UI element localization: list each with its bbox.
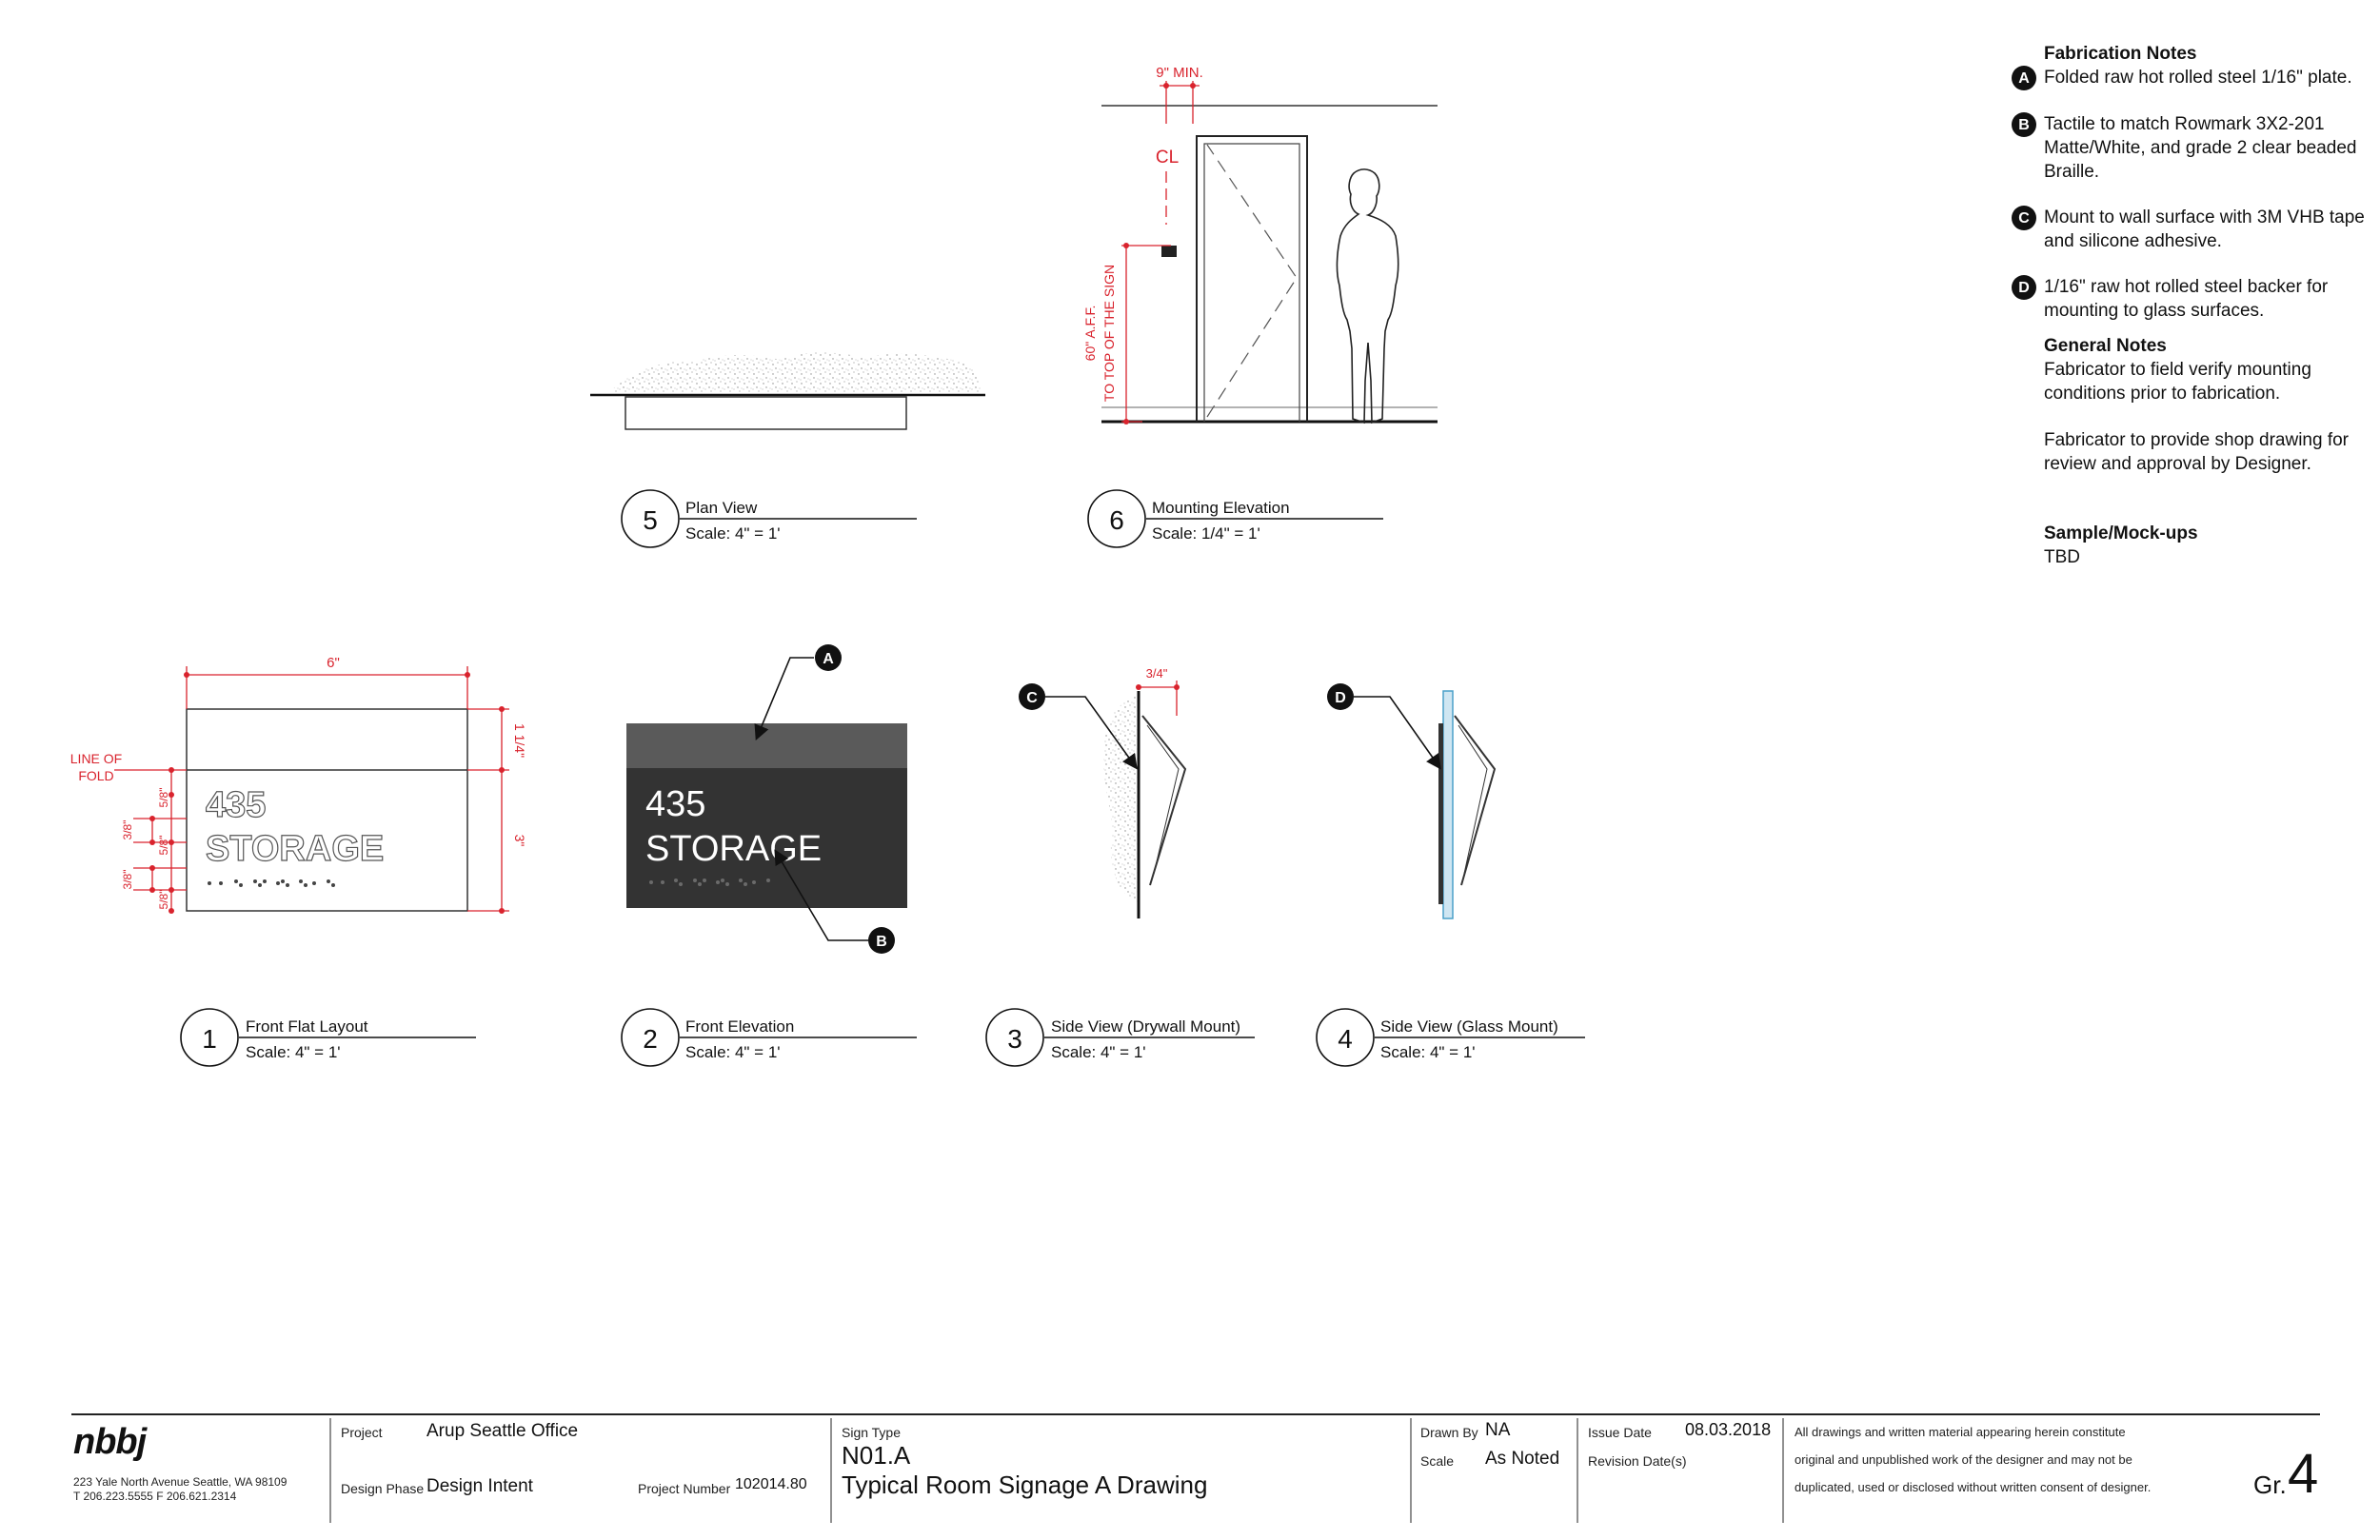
general-note: Fabricator to field verify mounting conditions prior to fabrication. [2044, 360, 2311, 404]
callout-title-2: Front Elevation [685, 1017, 795, 1036]
dim-tick [1163, 83, 1169, 89]
design-phase-value: Design Intent [426, 1476, 533, 1496]
dim-tick [1190, 83, 1196, 89]
sample-heading: Sample/Mock-ups [2044, 523, 2198, 543]
callout-number-4: 4 [1338, 1024, 1353, 1054]
dim-fold-label: 1 1/4" [512, 722, 527, 759]
callout-number-6: 6 [1109, 505, 1124, 535]
door-frame [1197, 136, 1307, 422]
detail-front-flat-layout [70, 655, 527, 914]
disclaimer-line: duplicated, used or disclosed without written consent of designer. [1795, 1480, 2152, 1494]
flat-dimension-ticks [149, 672, 505, 914]
note-text: Tactile to match Rowmark 3X2-201 Matte/White, and grade 2 clear beaded Braille. [2044, 114, 2357, 182]
detail-plan-view [590, 352, 985, 429]
detail-mounting-elevation [1082, 65, 1438, 424]
line-of-fold-label-2: FOLD [78, 768, 114, 783]
note-item [2018, 206, 2368, 253]
callout-scale-2: Scale: 4" = 1' [685, 1043, 781, 1061]
marker-c-label: C [1026, 690, 1038, 706]
project-number-label: Project Number [638, 1481, 731, 1496]
callout-scale-4: Scale: 4" = 1' [1380, 1043, 1476, 1061]
note-marker-b: B [2012, 112, 2036, 137]
flat-braille [208, 879, 335, 887]
callout-number-5: 5 [643, 505, 658, 535]
person-silhouette [1337, 169, 1398, 423]
glass-sign-profile-inner [1458, 725, 1487, 874]
callout-scale-6: Scale: 1/4" = 1' [1152, 524, 1260, 543]
issue-date-value: 08.03.2018 [1685, 1420, 1772, 1439]
note-item [2018, 66, 2368, 90]
note-marker-a: A [2012, 66, 2036, 90]
project-label: Project [341, 1425, 383, 1440]
callout-title-4: Side View (Glass Mount) [1380, 1017, 1558, 1036]
dim-aff-sub-label: TO TOP OF THE SIGN [1101, 264, 1117, 403]
dim-aff-label: 60" A.F.F. [1082, 305, 1098, 362]
note-item [2018, 275, 2368, 323]
door-leaf [1204, 144, 1299, 422]
design-phase-label: Design Phase [341, 1481, 425, 1496]
sign-fold-face [626, 723, 907, 768]
line-of-fold-label: LINE OF [69, 751, 123, 766]
general-note: Fabricator to provide shop drawing for review and approval by Designer. [2044, 430, 2349, 474]
firm-phone: T 206.223.5555 F 206.621.2314 [73, 1490, 237, 1503]
detail-side-view-glass [1327, 683, 1495, 918]
callout-scale-3: Scale: 4" = 1' [1051, 1043, 1146, 1061]
sheet-title: Typical Room Signage A Drawing [842, 1471, 1208, 1499]
sign-type-label: Sign Type [842, 1425, 902, 1440]
sign-room-number: 435 [645, 784, 706, 824]
drawn-by-label: Drawn By [1420, 1425, 1478, 1440]
callout-number-3: 3 [1007, 1024, 1022, 1054]
detail-side-view-drywall [1019, 666, 1185, 918]
callout-number-2: 2 [643, 1024, 658, 1054]
firm-address: 223 Yale North Avenue Seattle, WA 98109 [73, 1475, 288, 1489]
sign-room-name: STORAGE [645, 829, 823, 869]
callout-title-1: Front Flat Layout [246, 1017, 368, 1036]
dim-tick [1174, 684, 1180, 690]
marker-d-label: D [1335, 690, 1346, 706]
issue-date-label: Issue Date [1588, 1425, 1652, 1440]
flat-dimensions [114, 666, 509, 911]
note-item [2018, 112, 2368, 184]
centerline-label: CL [1155, 148, 1180, 168]
dim-tick [1123, 243, 1129, 248]
wall-hatch [609, 352, 981, 392]
group-number: 4 [2288, 1443, 2319, 1505]
door-swing [1207, 145, 1297, 417]
note-text: Folded raw hot rolled steel 1/16" plate. [2044, 68, 2352, 88]
marker-a-label: A [823, 651, 834, 667]
sign-profile [1142, 716, 1185, 885]
drywall-hatch [1103, 695, 1138, 904]
dim-58-label: 5/8" [157, 835, 170, 856]
sample-value: TBD [2044, 547, 2080, 567]
dim-38-label: 3/8" [121, 819, 134, 840]
group-prefix: Gr. [2253, 1471, 2287, 1499]
callout-title-6: Mounting Elevation [1152, 499, 1290, 517]
callout-scale-1: Scale: 4" = 1' [246, 1043, 341, 1061]
project-number-value: 102014.80 [735, 1476, 807, 1492]
revision-date-label: Revision Date(s) [1588, 1453, 1687, 1469]
disclaimer-line: All drawings and written material appearing herein constitute [1795, 1425, 2126, 1439]
dim-38-label: 3/8" [121, 869, 134, 890]
glass-sign-profile [1455, 716, 1495, 885]
scale-label: Scale [1420, 1453, 1455, 1469]
disclaimer-line: original and unpublished work of the designer and may not be [1795, 1452, 2132, 1467]
drawn-by-value: NA [1485, 1420, 1511, 1440]
dim-tick [1123, 419, 1129, 424]
sign-type-value: N01.A [842, 1441, 911, 1470]
note-marker-c: C [2012, 206, 2036, 230]
dim-34-label: 3/4" [1145, 666, 1168, 681]
flat-room-number: 435 [206, 785, 267, 825]
scale-value: As Noted [1485, 1449, 1560, 1469]
callout-scale-5: Scale: 4" = 1' [685, 524, 781, 543]
glass-pane [1443, 691, 1453, 918]
dim-height-label: 3" [512, 834, 527, 847]
note-text: 1/16" raw hot rolled steel backer for mounting to glass surfaces. [2044, 277, 2329, 321]
detail-front-elevation [626, 644, 907, 954]
steel-backer [1438, 723, 1443, 904]
note-text: Mount to wall surface with 3M VHB tape and silicone adhesive. [2044, 207, 2365, 251]
project-value: Arup Seattle Office [426, 1421, 579, 1441]
note-marker-d: D [2012, 275, 2036, 300]
callout-title-5: Plan View [685, 499, 758, 517]
leader-d [1354, 697, 1439, 767]
dim-tick [1136, 684, 1141, 690]
dim-58-label: 5/8" [157, 889, 170, 910]
notes-panel [2018, 42, 2368, 569]
callout-number-1: 1 [202, 1024, 217, 1054]
dim-width-label: 6" [327, 655, 340, 671]
marker-b-label: B [876, 934, 887, 950]
mounted-sign [1161, 246, 1177, 257]
callout-title-3: Side View (Drywall Mount) [1051, 1017, 1241, 1036]
fabrication-notes-heading: Fabrication Notes [2044, 44, 2197, 64]
dim-9min-label: 9" MIN. [1156, 65, 1203, 81]
side-dimension [1139, 681, 1177, 716]
dim-58-label: 5/8" [157, 787, 170, 808]
nbbj-logo: nbbj [73, 1422, 147, 1462]
general-notes-heading: General Notes [2044, 336, 2167, 356]
sign-profile-inner [1147, 725, 1179, 874]
flat-room-name: STORAGE [206, 829, 385, 869]
sign-plan-outline [625, 397, 906, 429]
